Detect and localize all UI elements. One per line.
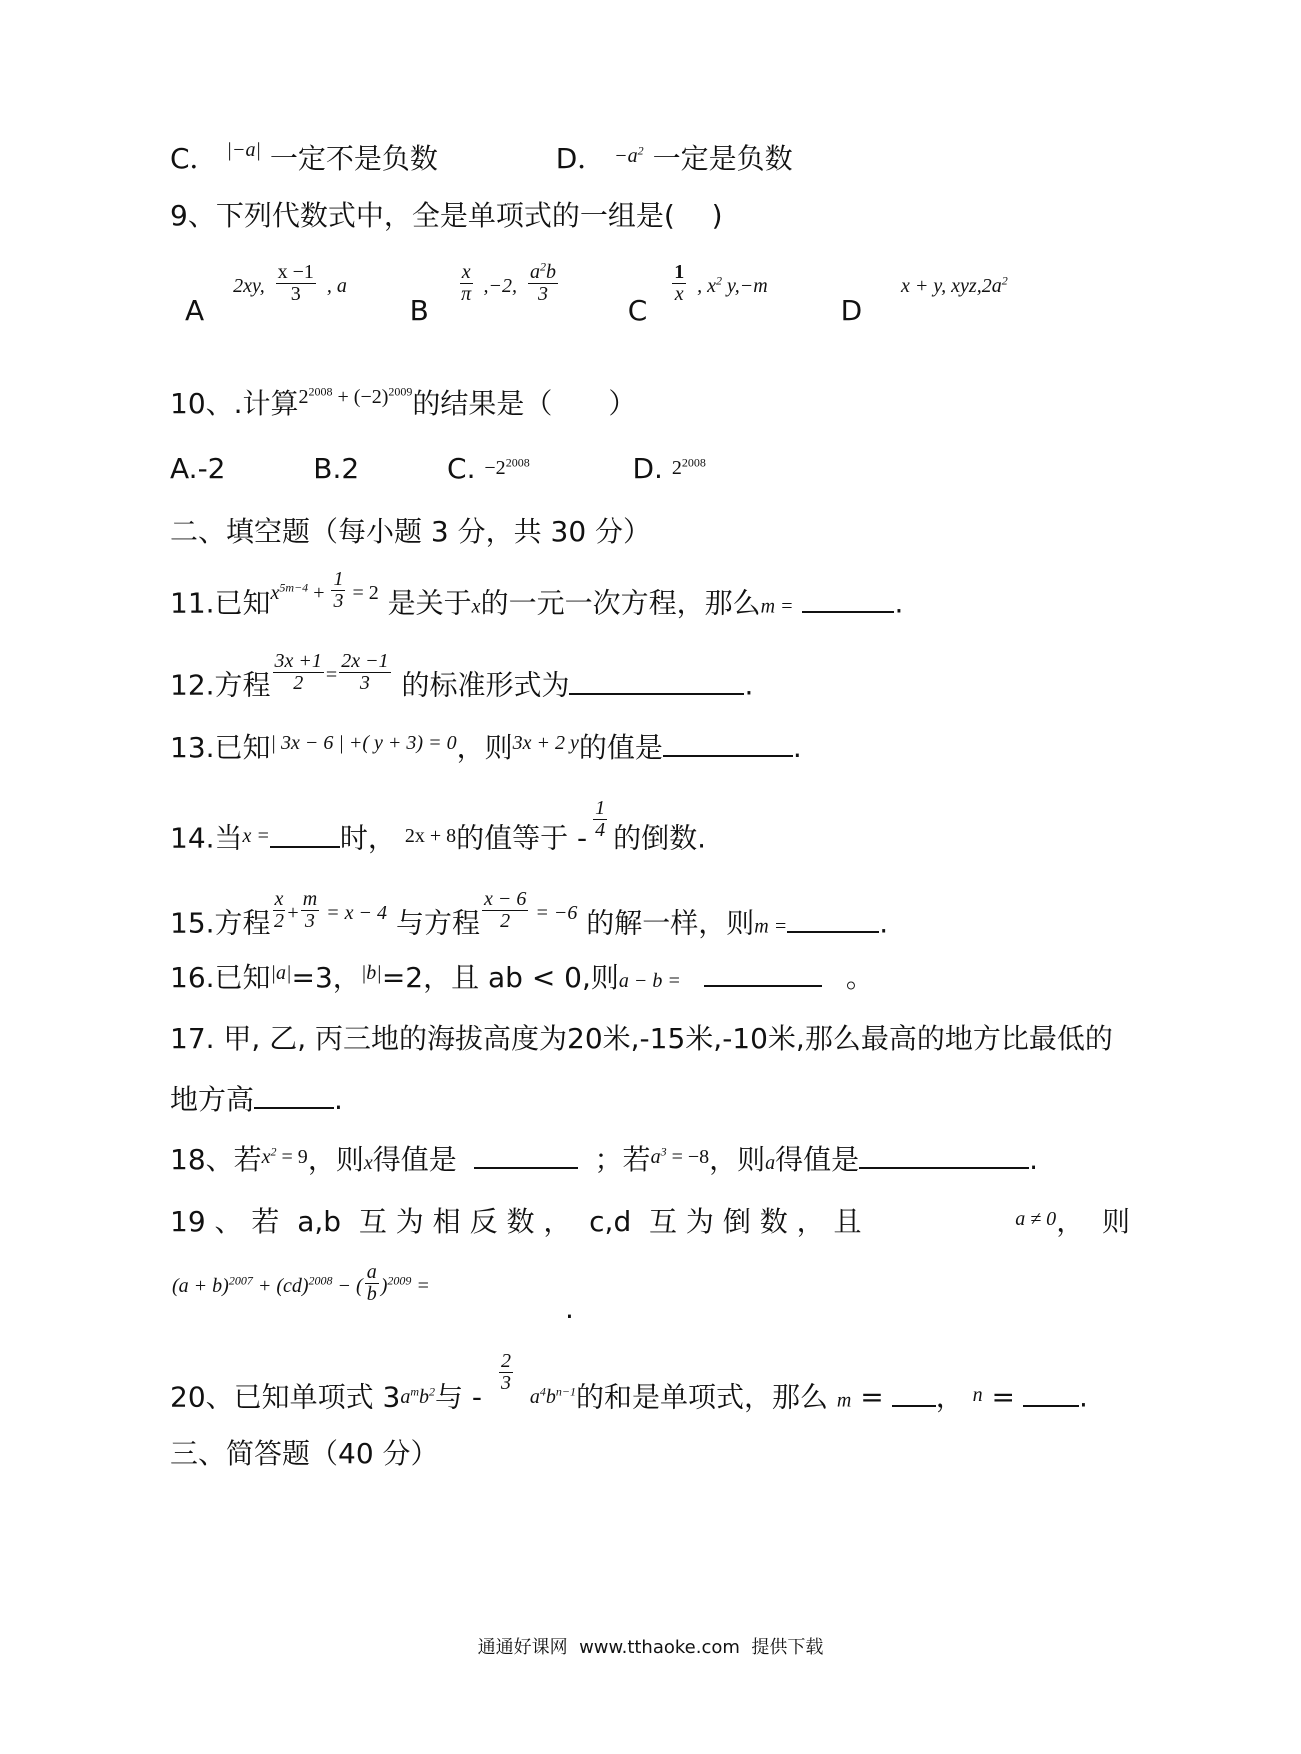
q10-option-a: A.-2 xyxy=(170,452,226,485)
q13: 13.已知$^{| 3x - 6 | +( y + 3) = 0}$，则$^{3x + 2 y}$的值是 . xyxy=(170,731,802,764)
page-footer: 通通好课网 www.tthaoke.com 提供下载 xyxy=(477,1637,824,1658)
q9-c-option: C $\frac{1}{x}$ , $x^2$ y,−m xyxy=(627,261,768,327)
q14-answer-blank[interactable] xyxy=(270,824,340,848)
q15-answer-blank[interactable] xyxy=(787,909,879,933)
q8-c-label: C． xyxy=(170,142,218,175)
q18-x-answer-blank[interactable] xyxy=(474,1145,578,1169)
q10-expression: 22008 + (−2)2009 xyxy=(298,384,413,408)
q10-option-d: D. $2^{2008}$ xyxy=(632,452,706,485)
q16-answer-blank[interactable] xyxy=(704,963,822,987)
q17-line-1: 17. 甲, 乙, 丙三地的海拔高度为20米,-15米,-10米,那么最高的地方比最低的 xyxy=(170,1022,1113,1055)
q8-d-label: D． xyxy=(555,142,606,175)
q14: 14.当$^{x =}$ 时， $^{2x + 8}$的值等于 - $\frac{1}{4}$ 的倒数. xyxy=(170,797,707,855)
q8-c-math: |−a| xyxy=(226,139,261,161)
q8-c-text: 一定不是负数 xyxy=(269,142,438,175)
q9-a-option: A 2xy, $\frac{x -1}{3}$ , a xyxy=(185,261,347,327)
q11-answer-blank[interactable] xyxy=(802,589,894,613)
q8-options xyxy=(170,139,793,175)
q20: 20、已知单项式 $3a^mb^2$与 - $\frac{2}{3}$ $a^4b^{n-1}$的和是单项式，那么 m = ， $^n$ = . xyxy=(170,1350,1088,1414)
q18-a-answer-blank[interactable] xyxy=(859,1145,1029,1169)
q10-options xyxy=(170,452,706,485)
q8-d-math: −a2 xyxy=(614,143,644,167)
q15: 15.方程 $\frac{x}{2}$ + $\frac{m}{3}$ $^{= x - 4}$ 与方程 $\frac{x - 6}{2}$ $^{= -6}$ 的解一样，则m = . xyxy=(170,888,889,940)
section-2-heading: 二、填空题（每小题 3 分，共 30 分） xyxy=(170,515,652,548)
q10-option-c: C. $-2^{2008}$ xyxy=(447,452,530,485)
q19-line-1: 19 、 若 a,b 互 为 相 反 数 ， c,d 互 为 倒 数 ， 且 $^{a \ne 0}$， 则 xyxy=(170,1205,1130,1238)
q9-options xyxy=(185,259,1008,327)
q12: 12.方程 $\frac{3x +1}{2}$ = $\frac{2x -1}{3}$ 的标准形式为 . xyxy=(170,650,754,702)
q18: 18、若$^{x^2 = 9}$，则x得值是 ；若$^{a^3 = -8}$，则a得值是 . xyxy=(170,1143,1039,1176)
q11: 11.已知$^{x^{5m-4} +}$ $\frac{1}{3}$ $^{= 2}$ 是关于x的一元一次方程，那么m = . xyxy=(170,568,904,620)
q9-a-fraction: $\frac{x -1}{3}$ xyxy=(277,261,314,305)
q9-d-option: D x + y, $xyz,2a^2$ xyxy=(840,272,1008,327)
section-3-heading: 三、简答题（40 分） xyxy=(170,1437,439,1470)
q20-m-answer-blank[interactable] xyxy=(892,1383,936,1407)
q9-stem: 9、下列代数式中，全是单项式的一组是( ) xyxy=(170,199,723,232)
q10-option-b: B.2 xyxy=(313,452,360,485)
q13-answer-blank[interactable] xyxy=(663,733,793,757)
q20-n-answer-blank[interactable] xyxy=(1023,1383,1079,1407)
q12-answer-blank[interactable] xyxy=(569,671,744,695)
q9-b-option: B $\frac{x}{\pi}$ ,−2, $\frac{a^2b}{3}$ xyxy=(409,259,556,327)
q19-expression: $(a + b)^{2007} + (cd)^{2008}$ − ( $\frac{a}{b}$ )$^{2009}$ = xyxy=(172,1261,430,1305)
q8-d-text: 一定是负数 xyxy=(652,142,793,175)
q16: 16.已知$^{|a|}$=3，$^{|b|}$=2，且 ab < 0,则a − b = 。 xyxy=(170,961,874,994)
q17-line-2: 地方高 . xyxy=(170,1083,343,1116)
q19-end-dot: . xyxy=(565,1292,574,1325)
q17-answer-blank[interactable] xyxy=(254,1085,334,1109)
q10-stem: 10、.计算$^{2^{2008} + (-2)^{2009}}$的结果是（ ） xyxy=(170,384,637,420)
